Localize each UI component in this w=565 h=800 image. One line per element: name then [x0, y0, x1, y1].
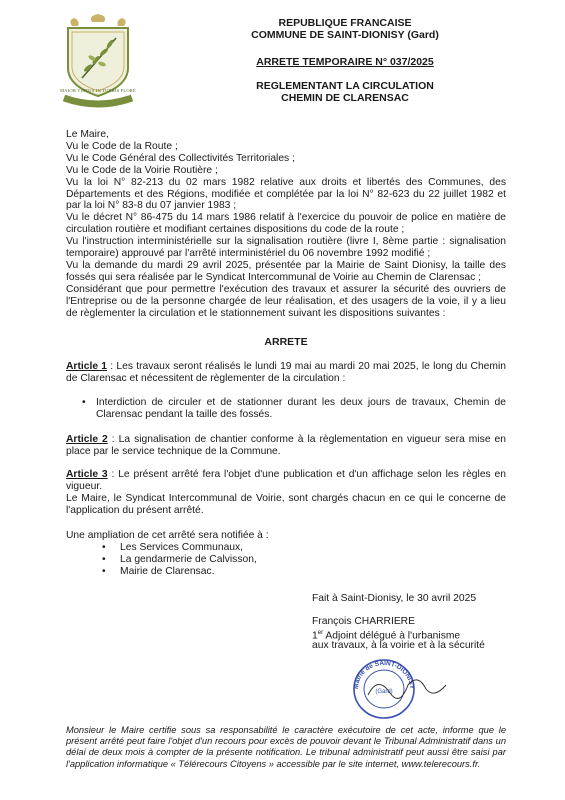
ampliation-intro: Une ampliation de cet arrêté sera notifiée à : [66, 530, 269, 541]
preamble-line: Vu le décret N° 86-475 du 14 mars 1986 relatif à l'exercice du pouvoir de police en matière de circulation routière et modifiant certaines dispositions du code de la route ; [66, 212, 506, 236]
article-1-bullet-text: • Interdiction de circuler et de stationner durant les deux jours de travaux, Chemin de Clarensac pendant la taille des fossés. [82, 397, 506, 421]
ampliation-item: • Les Services Communaux, [102, 542, 506, 554]
svg-text:Mairie de SAINT-DIONISY [353, 660, 415, 690]
article-1-bullet [82, 397, 506, 421]
crest-motto: MAIOR VIRTUS IN TURRIS FLORE [60, 88, 136, 93]
signatory-title-1: 1er Adjoint délégué à l'urbanisme [312, 630, 461, 642]
article-1 [66, 361, 506, 385]
article-2-text: : La signalisation de chantier conforme à la règlementation en vigueur sera mise en place par le service technique de la Commune. [66, 434, 506, 457]
mairie-stamp [348, 655, 448, 721]
article-3-label: Article 3 [66, 469, 108, 480]
ampliation [66, 530, 506, 578]
article-1-text: : Les travaux seront réalisés le lundi 19 mai au mardi 20 mai 2025, le long du Chemin de Clarensac et nécessitent de règlementer de la circulation : [66, 361, 506, 384]
preamble-line: Vu la loi N° 82-213 du 02 mars 1982 relative aux droits et libertés des Communes, des Départements et des Régions, modifiée et complétée par la loi N° 82-623 du 22 juillet 1982 et par la loi N° 83-8 du 07 janvier 1983 ; [66, 176, 506, 212]
article-2 [66, 434, 506, 458]
republic-heading: REPUBLIQUE FRANCAISE [278, 17, 412, 29]
preamble-line: Considérant que pour permettre l'exécution des travaux et assurer la sécurité des ouvriers de l'Entreprise ou de la personne chargée de leur réalisation, et des usagers de la voie, il y a lieu de règlementer la circulation et le stationnement suivant les dispositions suivantes : [66, 283, 506, 319]
signatory-name: François CHARRIERE [312, 616, 415, 627]
stamp-text: Mairie de SAINT-DIONISY [352, 659, 416, 690]
preamble-line: Vu le Code Général des Collectivités Territoriales ; [66, 152, 295, 164]
preamble-line: Vu la demande du mardi 29 avril 2025, présentée par la Mairie de Saint Dionisy, la taille des fossés qui sera réalisée par le Syndicat Intercommunal de Voirie au Chemin de Clarensac ; [66, 259, 506, 283]
arrete-heading: ARRETE [264, 336, 308, 348]
article-1-label: Article 1 [66, 361, 108, 372]
ampliation-item: • La gendarmerie de Calvisson, [102, 554, 506, 566]
article-2-label: Article 2 [66, 434, 108, 445]
preamble-line: Vu le Code de la Route ; [66, 140, 178, 152]
article-3-text: : Le présent arrêté fera l'objet d'une publication et d'un affichage selon les règles en vigueur. [66, 469, 506, 492]
subject-line-2: CHEMIN DE CLARENSAC [281, 92, 409, 104]
stamp-text-2: (Gard) [375, 689, 393, 695]
legal-notice: Monsieur le Maire certifie sous sa responsabilité le caractère exécutoire de cet acte, informe que le présent arrêté peut faire l'objet d'un recours pour excès de pouvoir devant le Tribunal Administratif dans un délai de deux mois à compter de la présente notification. Le tribunal administratif peut aussi être saisi par l'application informatique « Télérecours Citoyens » accessible par le site internet, www.telerecours.fr. [66, 725, 506, 769]
ampliation-item: • Mairie de Clarensac. [102, 566, 506, 578]
signatory-title-2: aux travaux, à la voirie et à la sécurité [312, 640, 485, 651]
preamble [66, 129, 506, 320]
preamble-line: Vu le Code de la Voirie Routière ; [66, 164, 218, 176]
arrete-number: ARRETE TEMPORAIRE N° 037/2025 [256, 56, 434, 68]
article-3 [66, 469, 506, 517]
signature-place-date: Fait à Saint-Dionisy, le 30 avril 2025 [312, 593, 477, 604]
preamble-line: Le Maire, [66, 129, 109, 140]
commune-heading: COMMUNE DE SAINT-DIONISY (Gard) [251, 29, 439, 41]
preamble-line: Vu l'instruction interministérielle sur la signalisation routière (livre I, 8ème partie : signalisation temporaire) approuvé par l'arrêté interministériel du 06 novembre 1992 modifié ; [66, 236, 506, 260]
commune-crest-logo [58, 12, 138, 108]
article-3-text-2: Le Maire, le Syndicat Intercommunal de Voirie, sont chargés chacun en ce qui le concerne de l'application du présent arrêté. [66, 492, 506, 516]
subject-line-1: REGLEMENTANT LA CIRCULATION [256, 80, 434, 92]
